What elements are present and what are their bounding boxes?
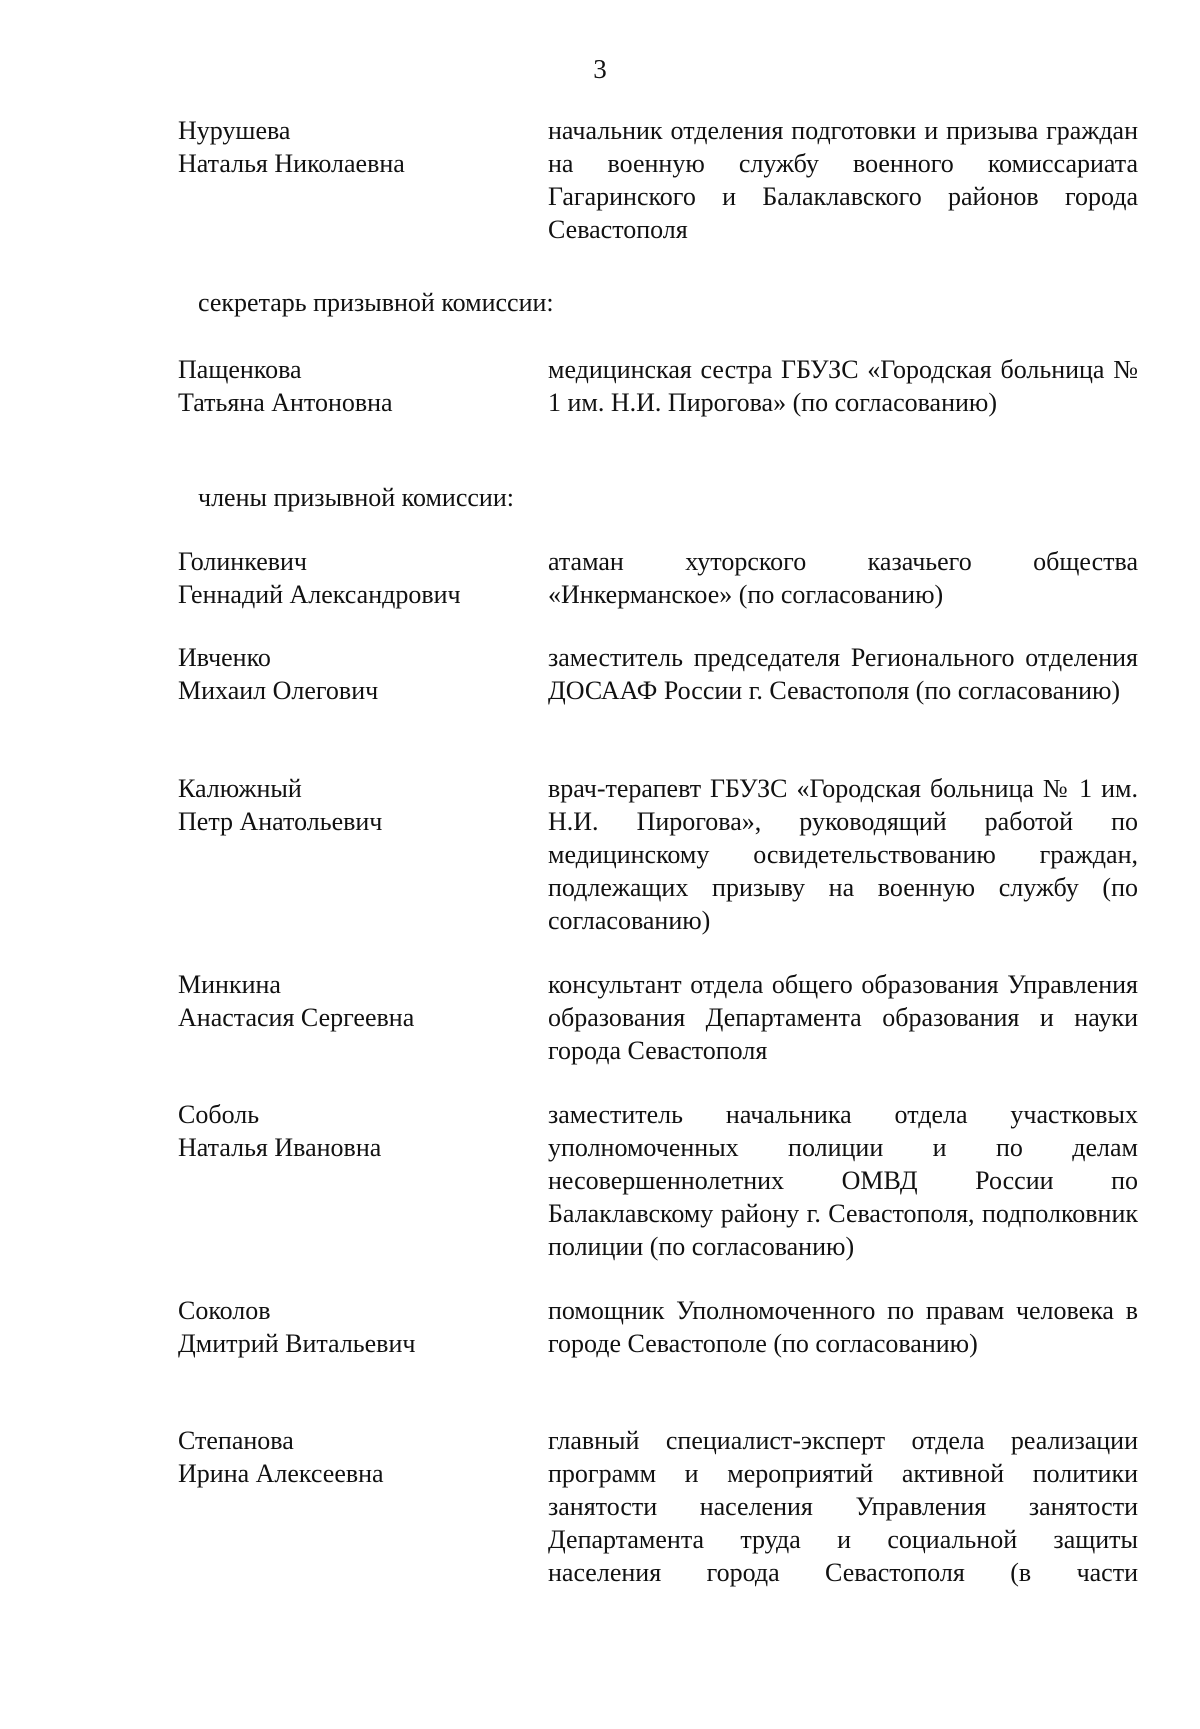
member-given-names: Геннадий Александрович bbox=[178, 580, 461, 609]
member-position: атаман хуторского казачьего общества «Инкерманское» (по согласованию) bbox=[548, 547, 1138, 609]
member-name bbox=[178, 641, 508, 707]
member-position: главный специалист-эксперт отдела реализации программ и мероприятий активной политики занятости населения Управления занятости Департамента труда и социальной защиты населения города Севастополя (в части bbox=[548, 1426, 1138, 1587]
member-position: врач-терапевт ГБУЗС «Городская больница № 1 им. Н.И. Пирогова», руководящий работой по медицинскому освидетельствованию граждан, подлежащих призыву на военную службу (по согласованию) bbox=[548, 774, 1138, 935]
member-given-names: Ирина Алексеевна bbox=[178, 1459, 384, 1488]
member-position: заместитель председателя Регионального отделения ДОСААФ России г. Севастополя (по согласованию) bbox=[548, 643, 1138, 705]
section-heading-members: члены призывной комиссии: bbox=[198, 483, 514, 512]
member-name bbox=[178, 1098, 508, 1164]
member-name bbox=[178, 1424, 508, 1490]
member-surname: Нурушева bbox=[178, 116, 291, 145]
member-name bbox=[178, 772, 508, 838]
member-surname: Степанова bbox=[178, 1426, 294, 1455]
member-name bbox=[178, 968, 508, 1034]
member-position: заместитель начальника отдела участковых уполномоченных полиции и по делам несовершеннолетних ОМВД России по Балаклавскому району г. Севастополя, подполковник полиции (по согласованию) bbox=[548, 1100, 1138, 1261]
member-given-names: Дмитрий Витальевич bbox=[178, 1329, 416, 1358]
member-surname: Калюжный bbox=[178, 774, 302, 803]
member-given-names: Наталья Ивановна bbox=[178, 1133, 382, 1162]
member-name bbox=[178, 353, 508, 419]
member-position: начальник отделения подготовки и призыва граждан на военную службу военного комиссариата Гагаринского и Балаклавского районов города Севастополя bbox=[548, 116, 1138, 244]
member-given-names: Михаил Олегович bbox=[178, 676, 379, 705]
member-given-names: Наталья Николаевна bbox=[178, 149, 405, 178]
member-surname: Соколов bbox=[178, 1296, 271, 1325]
page-number: 3 bbox=[593, 54, 607, 84]
member-surname: Ивченко bbox=[178, 643, 271, 672]
member-surname: Голинкевич bbox=[178, 547, 307, 576]
member-position: медицинская сестра ГБУЗС «Городская больница № 1 им. Н.И. Пирогова» (по согласованию) bbox=[548, 355, 1138, 417]
member-position: помощник Уполномоченного по правам человека в городе Севастополе (по согласованию) bbox=[548, 1296, 1138, 1358]
member-name bbox=[178, 1294, 508, 1360]
section-heading-secretary: секретарь призывной комиссии: bbox=[198, 288, 554, 317]
member-surname: Минкина bbox=[178, 970, 281, 999]
member-given-names: Татьяна Антоновна bbox=[178, 388, 393, 417]
member-name bbox=[178, 545, 508, 611]
member-name bbox=[178, 114, 508, 180]
member-surname: Пащенкова bbox=[178, 355, 302, 384]
member-position: консультант отдела общего образования Управления образования Департамента образования и науки города Севастополя bbox=[548, 970, 1138, 1065]
member-surname: Соболь bbox=[178, 1100, 260, 1129]
member-given-names: Анастасия Сергеевна bbox=[178, 1003, 415, 1032]
member-given-names: Петр Анатольевич bbox=[178, 807, 383, 836]
